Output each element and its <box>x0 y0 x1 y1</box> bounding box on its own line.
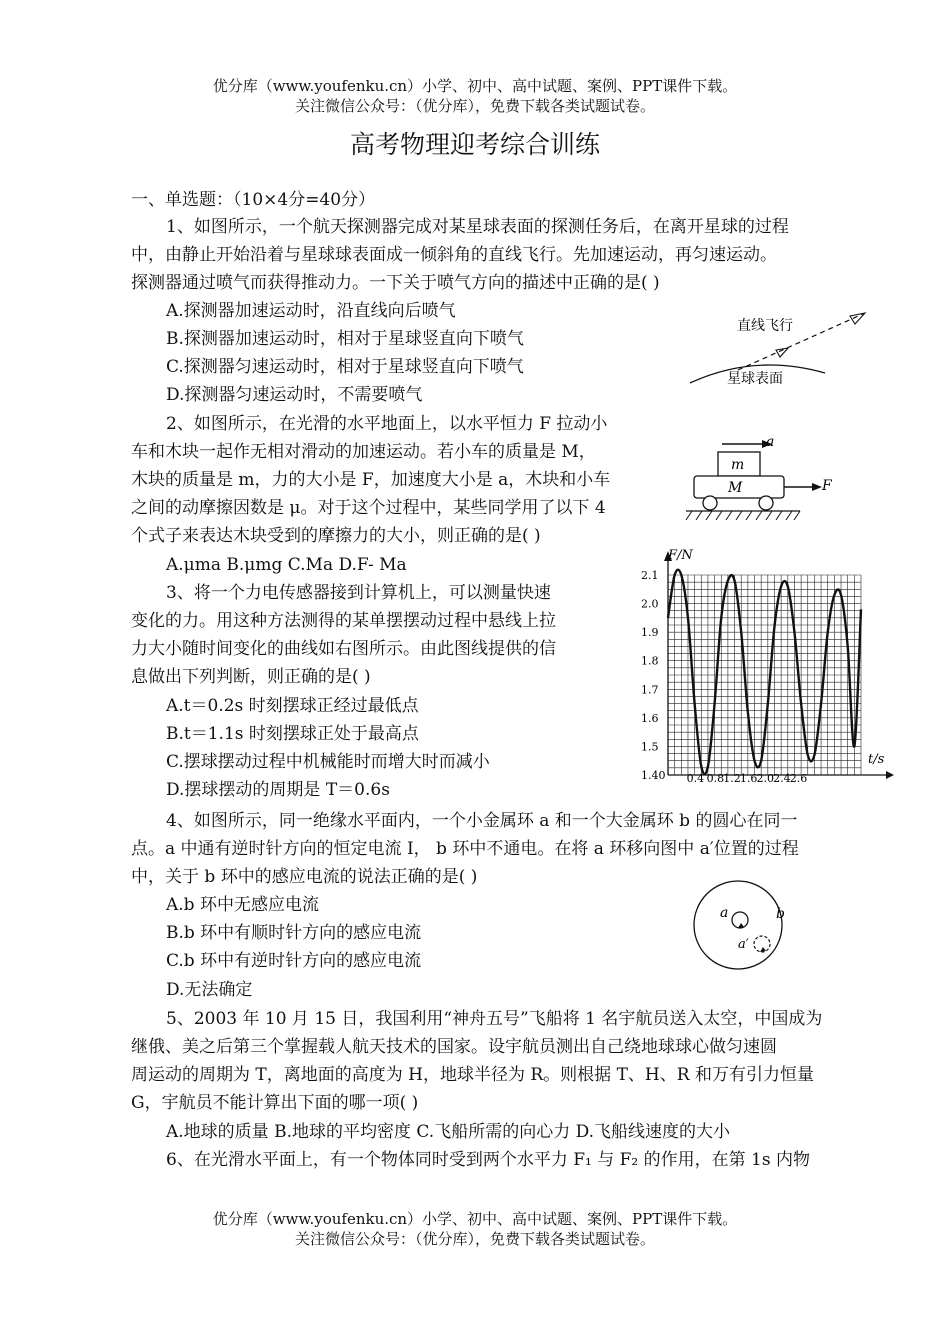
q2-line-3: 木块的质量是 m，力的大小是 F，加速度大小是 a，木块和小车 <box>131 470 611 490</box>
q3-line-4: 息做出下列判断，则正确的是( ) <box>131 667 371 687</box>
y-tick-label: 2.0 <box>641 597 659 611</box>
x-tick-label: 1.2 <box>723 772 741 785</box>
x-tick-label: 2.6 <box>789 772 808 785</box>
q1-option-d: D.探测器匀速运动时，不需要喷气 <box>166 385 423 405</box>
q1-fig-label-line: 直线飞行 <box>737 318 793 334</box>
x-axis-arrow <box>886 771 894 779</box>
ring-b <box>694 881 782 969</box>
section-heading: 一、单选题：（10×4分=40分） <box>131 190 376 210</box>
q2-line-1: 2、如图所示，在光滑的水平地面上，以水平恒力 F 拉动小 <box>166 414 608 434</box>
footer-line-2: 关注微信公众号：（优分库），免费下载各类试题试卷。 <box>294 1230 655 1248</box>
q5-line-4: G，宇航员不能计算出下面的哪一项( ) <box>131 1093 419 1113</box>
chart-series-line <box>668 570 861 775</box>
header-line-2: 关注微信公众号：（优分库），免费下载各类试题试卷。 <box>294 97 655 115</box>
q3-line-3: 力大小随时间变化的曲线如右图所示。由此图线提供的信 <box>131 639 556 659</box>
q4-rings-figure <box>688 880 798 980</box>
chart-y-label: F/N <box>668 548 693 563</box>
x-tick-label: 2.4 <box>773 772 791 785</box>
q4-fig-label-a-prime: a′ <box>738 937 749 952</box>
q4-line-1: 4、如图所示，同一绝缘水平面内，一个小金属环 a 和一个大金属环 b 的圆心在同一 <box>166 811 798 831</box>
q5-line-2: 继俄、美之后第三个掌握载人航天技术的国家。设宇航员测出自己绕地球球心做匀速圆 <box>131 1037 777 1057</box>
q3-option-a: A.t＝0.2s 时刻摆球正经过最低点 <box>166 696 419 716</box>
q2-line-4: 之间的动摩擦因数是 μ。对于这个过程中，某些同学用了以下 4 <box>131 498 606 518</box>
q3-force-time-chart <box>636 545 896 790</box>
chart-x-label: t/s <box>868 752 885 767</box>
q1-line-3: 探测器通过喷气而获得推动力。一下关于喷气方向的描述中正确的是( ) <box>131 273 660 293</box>
q5-options: A.地球的质量 B.地球的平均密度 C.飞船所需的向心力 D.飞船线速度的大小 <box>166 1122 731 1142</box>
q2-fig-label-m: m <box>731 457 745 473</box>
y-tick-label: 1.6 <box>641 711 659 725</box>
x-tick-label: 2.0 <box>756 772 774 785</box>
header-line-1: 优分库（www.youfenku.cn）小学、初中、高中试题、案例、PPT课件下载。 <box>212 77 738 95</box>
q4-fig-label-b: b <box>776 906 785 922</box>
y-tick-label: 1.7 <box>641 683 659 697</box>
q3-line-2: 变化的力。用这种方法测得的某单摆摆动过程中悬线上拉 <box>131 611 556 631</box>
q1-line-2: 中，由静止开始沿着与星球球表面成一倾斜角的直线飞行。先加速运动，再匀速运动。 <box>131 245 777 265</box>
q4-fig-label-a: a <box>720 905 729 921</box>
x-tick-label: 1.6 <box>739 772 758 785</box>
q1-line-1: 1、如图所示，一个航天探测器完成对某星球表面的探测任务后，在离开星球的过程 <box>166 217 789 237</box>
q4-line-2: 点。a 中通有逆时针方向的恒定电流 I， b 环中不通电。在将 a 环移向图中 a′位置的过程 <box>131 839 799 859</box>
q3-option-b: B.t＝1.1s 时刻摆球正处于最高点 <box>166 724 419 744</box>
y-tick-label: 2.1 <box>641 569 659 582</box>
x-tick-label: 0.4 <box>686 772 705 785</box>
q3-option-d: D.摆球摆动的周期是 T＝0.6s <box>166 780 390 800</box>
q1-option-b: B.探测器加速运动时，相对于星球竖直向下喷气 <box>166 329 524 349</box>
q4-option-d: D.无法确定 <box>166 980 253 1000</box>
q3-option-c: C.摆球摆动过程中机械能时而增大时而减小 <box>166 752 490 772</box>
q4-option-b: B.b 环中有顺时针方向的感应电流 <box>166 923 422 943</box>
q2-fig-label-M: M <box>728 480 743 496</box>
page-title: 高考物理迎考综合训练 <box>349 130 600 159</box>
q4-option-a: A.b 环中无感应电流 <box>166 895 319 915</box>
q2-fig-label-F: F <box>822 478 832 494</box>
q1-option-a: A.探测器加速运动时，沿直线向后喷气 <box>166 301 456 321</box>
q6-line-1: 6、在光滑水平面上，有一个物体同时受到两个水平力 F₁ 与 F₂ 的作用，在第 1s 内物 <box>166 1150 810 1170</box>
x-tick-label: 0.8 <box>706 772 725 785</box>
q5-line-1: 5、2003 年 10 月 15 日，我国利用“神舟五号”飞船将 1 名宇航员送入太空，中国成为 <box>166 1009 823 1029</box>
y-tick-label: 1.40 <box>641 769 666 782</box>
q4-line-3: 中，关于 b 环中的感应电流的说法正确的是( ) <box>131 867 478 887</box>
q3-line-1: 3、将一个力电传感器接到计算机上，可以测量快速 <box>166 583 551 603</box>
y-tick-label: 1.9 <box>641 626 659 640</box>
y-tick-label: 1.5 <box>641 740 659 754</box>
y-tick-label: 1.8 <box>641 654 659 668</box>
q2-fig-label-a: a <box>766 434 775 450</box>
q5-line-3: 周运动的周期为 T，离地面的高度为 H，地球半径为 R。则根据 T、H、R 和万有引力恒量 <box>131 1065 814 1085</box>
q1-figure <box>680 305 880 395</box>
q2-line-2: 车和木块一起作无相对滑动的加速运动。若小车的质量是 M， <box>131 442 596 462</box>
q2-figure <box>680 428 840 528</box>
footer-line-1: 优分库（www.youfenku.cn）小学、初中、高中试题、案例、PPT课件下载。 <box>212 1210 738 1228</box>
q1-fig-label-surface: 星球表面 <box>727 371 783 387</box>
q2-line-5: 个式子来表达木块受到的摩擦力的大小，则正确的是( ) <box>131 526 541 546</box>
q4-option-c: C.b 环中有逆时针方向的感应电流 <box>166 951 422 971</box>
q2-options: A.μma B.μmg C.Ma D.F- Ma <box>166 555 407 575</box>
q1-option-c: C.探测器匀速运动时，相对于星球竖直向下喷气 <box>166 357 524 377</box>
